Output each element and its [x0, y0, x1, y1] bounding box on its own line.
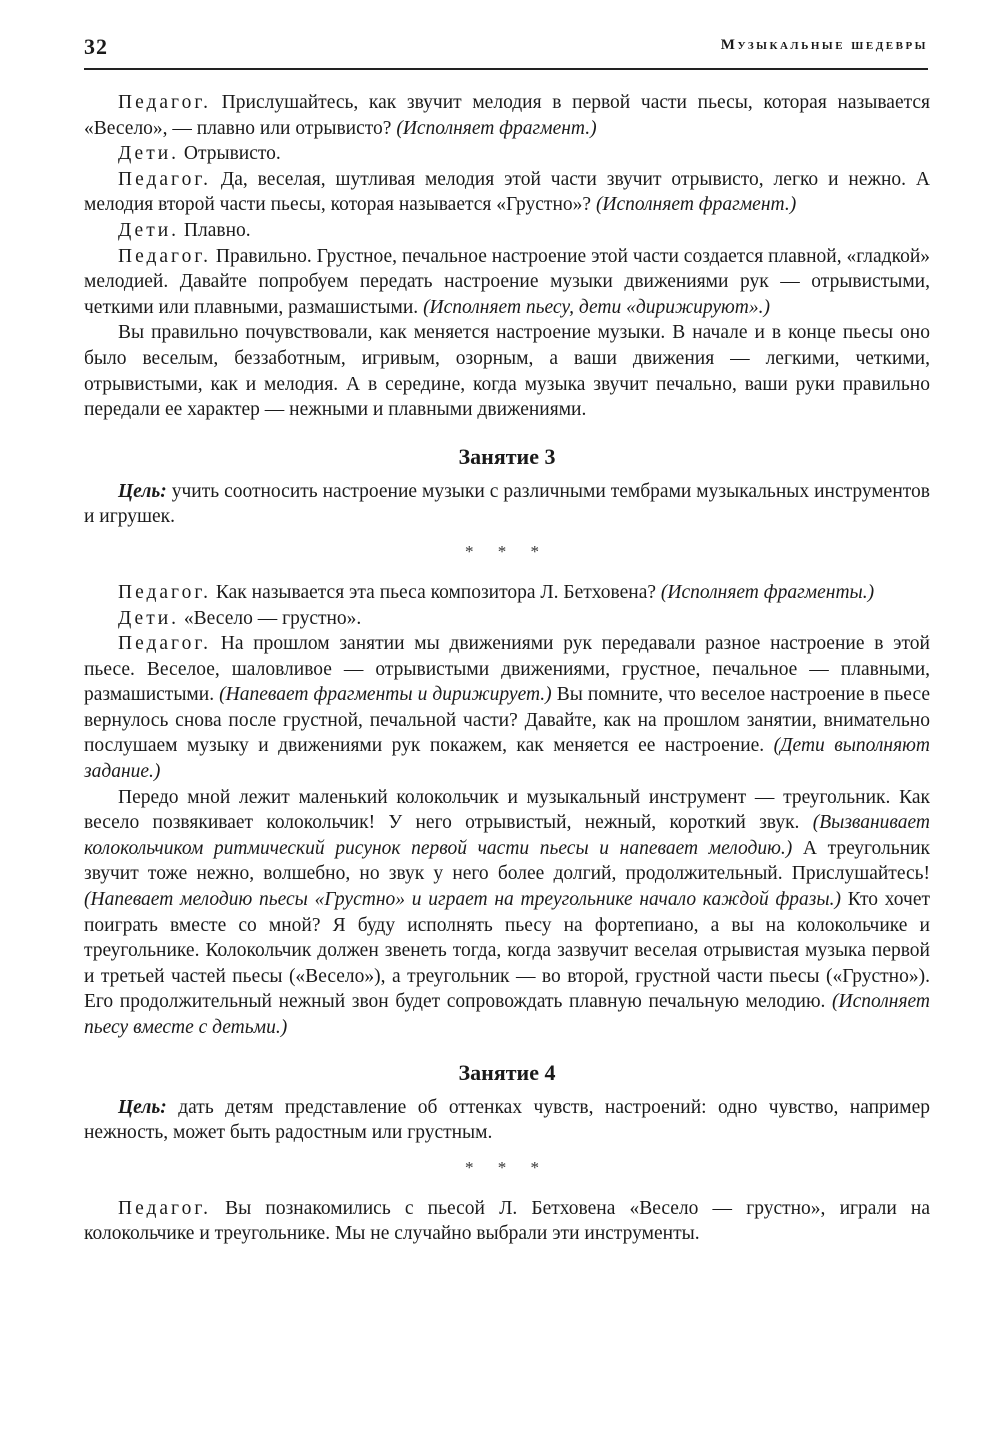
lesson-4-heading: Занятие 4 — [458, 1059, 556, 1085]
paragraph — [84, 580, 930, 606]
paragraph — [84, 90, 930, 141]
page-body — [84, 90, 930, 1247]
paragraph — [84, 1196, 930, 1247]
stage-direction: (Исполняет фрагменты.) — [660, 581, 875, 603]
speaker-label: Педагог. — [118, 1197, 211, 1219]
paragraph-text: «Весело — грустно». — [179, 607, 362, 629]
running-title: Музыкальные шедевры — [720, 37, 928, 53]
goal-text: учить соотносить настроение музыки с различными тембрами музыкальных инструментов и игрушек. — [84, 480, 930, 528]
lesson-3-heading: Занятие 3 — [458, 443, 556, 469]
lesson-3-goal — [84, 479, 930, 530]
paragraph-text: Вы правильно почувствовали, как меняется настроение музыки. В начале и в конце пьесы оно было веселым, беззаботным, игривым, озорным, а ваши движения — легкими, четкими, отрывистыми, как и мелодия. А в середине, когда музыка звучит печально, ваши руки правильно передали ее характер — нежными и плавными движениями. — [84, 322, 930, 421]
paragraph-text: Прислушайтесь, как звучит мелодия в первой части пьесы, которая называется «Весело», — плавно или отрывисто? — [84, 92, 930, 139]
paragraph — [84, 244, 930, 321]
paragraph-text: Да, веселая, шутливая мелодия этой части звучит отрывисто, легко и нежно. А мелодия второй части пьесы, которая называется «Грустно»? — [84, 168, 930, 216]
stage-direction: (Исполняет пьесу вместе с детьми.) — [84, 991, 930, 1038]
stage-direction: (Исполняет фрагмент.) — [595, 194, 797, 216]
paragraph — [84, 631, 930, 785]
paragraph-text: Как называется эта пьеса композитора Л. Бетховена? — [211, 581, 661, 603]
stage-direction: (Вызванивает колокольчиком ритмический рисунок первой части пьесы и напевает мелодию.) — [84, 812, 930, 859]
speaker-label: Педагог. — [118, 245, 211, 267]
stage-direction: (Напевает фрагменты и дирижирует.) — [219, 684, 552, 706]
section-separator: * * * — [465, 541, 549, 561]
stage-direction: (Исполняет пьесу, дети «дирижируют».) — [423, 296, 770, 318]
paragraph-text: Вы помните, что веселое настроение в пьесе вернулось снова после грустной, печальной части? Давайте, как на прошлом занятии, внимательно послушаем музыку и движениями рук покажем, как меняется ее настроение. — [84, 684, 931, 757]
speaker-label: Педагог. — [118, 168, 211, 190]
page-number: 32 — [84, 34, 108, 59]
paragraph — [84, 167, 930, 218]
paragraph-text: Передо мной лежит маленький колокольчик и музыкальный инструмент — треугольник. Как весело позвякивает колокольчик! У него отрывистый, нежный, короткий звук. — [84, 786, 930, 834]
section-separator: * * * — [465, 1157, 549, 1177]
speaker-label: Дети. — [118, 143, 180, 165]
stage-direction: (Исполняет фрагмент.) — [396, 117, 597, 139]
paragraph-text: Вы познакомились с пьесой Л. Бетховена «Весело — грустно», играли на колокольчике и треугольнике. Мы не случайно выбрали эти инструменты. — [84, 1197, 930, 1245]
goal-label: Цель: — [118, 1096, 167, 1118]
speaker-label: Дети. — [118, 607, 180, 629]
speaker-label: Педагог. — [118, 633, 211, 655]
paragraph-text: Кто хочет поиграть вместе со мной? Я буду исполнять пьесу на фортепиано, а вы на колокольчике и треугольнике. Колокольчик должен звенеть тогда, когда зазвучит веселая отрывистая музыка первой и третьей частей пьесы («Весело»), а треугольник — во второй, грустной части пьесы («Грустно»). Его продолжительный нежный звон будет сопровождать плавную печальную мелодию. — [84, 889, 930, 1013]
speaker-label: Педагог. — [118, 581, 211, 603]
speaker-label: Дети. — [118, 219, 180, 241]
goal-text: дать детям представление об оттенках чувств, настроений: одно чувство, например нежность, может быть радостным или грустным. — [84, 1096, 930, 1144]
paragraph-text: Отрывисто. — [179, 143, 281, 165]
paragraph-text: А треугольник звучит тоже нежно, волшебно, но звук у него более долгий, продолжительный. Прислушайтесь! — [84, 837, 930, 885]
paragraph-text: На прошлом занятии мы движениями рук передавали разное настроение в этой пьесе. Веселое, шаловливое — отрывистыми движениями, грустное, печальное — плавными, размашистыми. — [84, 633, 930, 706]
running-header — [84, 34, 928, 70]
stage-direction: (Дети выполняют задание.) — [84, 735, 930, 783]
paragraph — [84, 606, 930, 632]
lesson-4-goal — [84, 1095, 930, 1146]
paragraph — [84, 218, 930, 244]
speaker-label: Педагог. — [118, 92, 211, 113]
goal-label: Цель: — [118, 480, 167, 502]
paragraph-text: Правильно. Грустное, печальное настроение этой части создается плавной, «гладкой» мелодией. Давайте попробуем передать настроение музыки движениями рук — отрывистыми, четкими или плавными, размашистыми. — [84, 245, 930, 318]
paragraph — [84, 141, 930, 167]
paragraph-text: Плавно. — [179, 219, 251, 241]
paragraph — [84, 785, 930, 1041]
paragraph — [84, 320, 930, 422]
stage-direction: (Напевает мелодию пьесы «Грустно» и играет на треугольнике начало каждой фразы.) — [84, 889, 841, 911]
